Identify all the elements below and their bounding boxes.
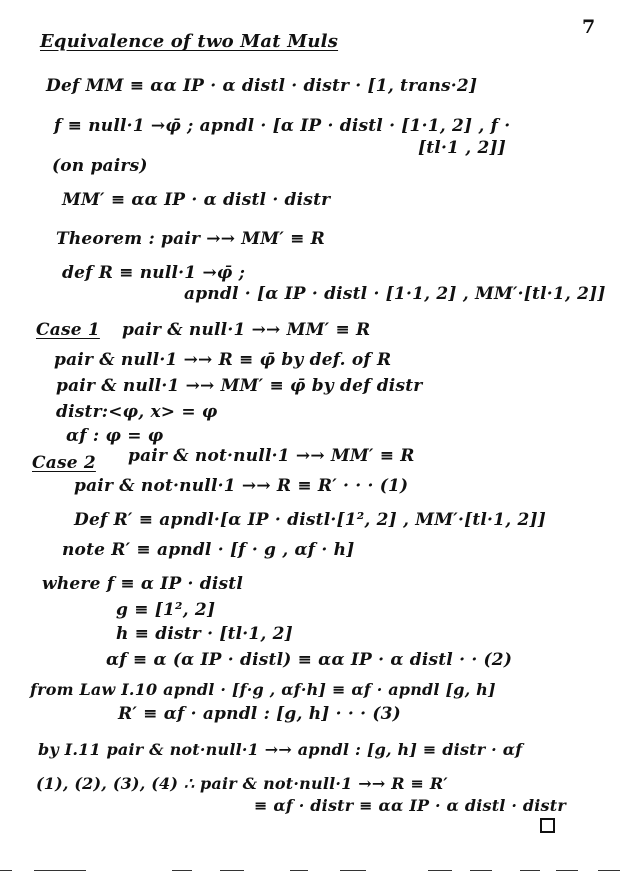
def-rprime-line: Def R′ ≡ apndl·[α IP · distl·[1², 2] , MM′·[tl·1, 2]] [74, 510, 546, 530]
doc-title: Equivalence of two Mat Muls [40, 31, 339, 52]
case1-line-c: distr:<φ, x> = φ [56, 402, 218, 422]
case1-line-d: αf : φ = φ [66, 426, 164, 446]
h-def-line: h ≡ distr · [tl·1, 2] [116, 624, 293, 644]
theorem-line: Theorem : pair →→ MM′ ≡ R [56, 229, 326, 249]
case2-condition: pair & not·null·1 →→ MM′ ≡ R [128, 446, 415, 466]
alpha-f-line: αf ≡ α (α IP · distl) ≡ αα IP · α distl · · (2) [106, 650, 513, 670]
on-pairs-line: (on pairs) [52, 156, 148, 176]
page-number: 7 [582, 16, 596, 38]
f-def-cont-line: [tl·1 , 2]] [418, 138, 506, 158]
qed-box [540, 818, 555, 833]
where-line: where f ≡ α IP · distl [42, 574, 244, 594]
conclusion-line: (1), (2), (3), (4) ∴ pair & not·null·1 →→ R ≡ R′ [36, 774, 448, 793]
f-def-line: f ≡ null·1 →φ̄ ; apndl · [α IP · distl · [1·1, 2] , f · [54, 116, 511, 136]
case1-condition: pair & null·1 →→ MM′ ≡ R [122, 320, 371, 340]
case2-heading: Case 2 [32, 453, 96, 473]
case1-heading: Case 1 [36, 320, 100, 340]
scan-edge-artifact [0, 862, 638, 877]
def-r-line: def R ≡ null·1 →φ̄ ; [62, 263, 246, 283]
case2-line-a: pair & not·null·1 →→ R ≡ R′ · · · (1) [74, 476, 409, 496]
def-r-cont-line: apndl · [α IP · distl · [1·1, 2] , MM′·[tl·1, 2]] [184, 284, 606, 304]
case1-line-b: pair & null·1 →→ MM′ ≡ φ̄ by def distr [56, 376, 423, 396]
def-mm-line: Def MM ≡ αα IP · α distl · distr · [1, trans·2] [46, 76, 478, 96]
mm-prime-line: MM′ ≡ αα IP · α distl · distr [62, 190, 331, 210]
rprime-eq-line: R′ ≡ αf · apndl : [g, h] · · · (3) [118, 704, 401, 724]
by-i11-line: by I.11 pair & not·null·1 →→ apndl : [g, h] ≡ distr · αf [38, 740, 523, 759]
note-line: note R′ ≡ apndl · [f · g , αf · h] [62, 540, 355, 560]
law-line: from Law I.10 apndl · [f·g , αf·h] ≡ αf · apndl [g, h] [30, 680, 496, 699]
case1-line-a: pair & null·1 →→ R ≡ φ̄ by def. of R [54, 350, 392, 370]
g-def-line: g ≡ [1², 2] [116, 600, 216, 620]
conclusion-cont-line: ≡ αf · distr ≡ αα IP · α distl · distr [254, 796, 566, 815]
